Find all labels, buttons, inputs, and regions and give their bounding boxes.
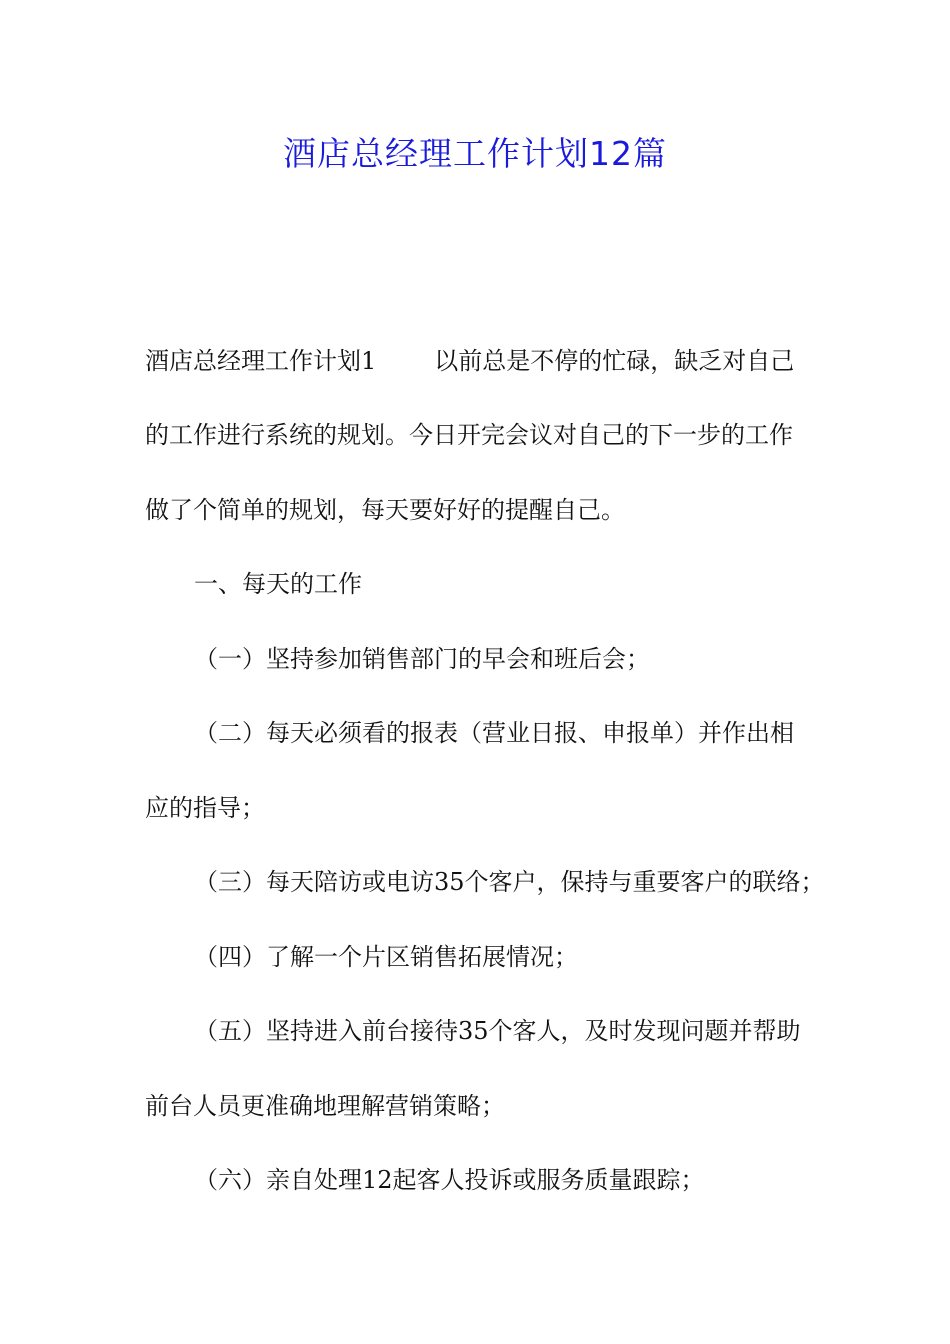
list-item: （五）坚持进入前台接待35个客人，及时发现问题并帮助 bbox=[194, 1017, 801, 1045]
paragraph-line-1 bbox=[145, 346, 794, 376]
document-title: 酒店总经理工作计划12篇 bbox=[283, 134, 667, 173]
list-item: （四）了解一个片区销售拓展情况； bbox=[194, 943, 578, 971]
list-heading: 一、每天的工作 bbox=[194, 570, 362, 598]
list-item: （一）坚持参加销售部门的早会和班后会； bbox=[194, 645, 650, 673]
list-item-continuation: 应的指导； bbox=[145, 794, 265, 822]
list-item: （六）亲自处理12起客人投诉或服务质量跟踪； bbox=[194, 1166, 705, 1194]
paragraph-line-2: 的工作进行系统的规划。今日开完会议对自己的下一步的工作 bbox=[145, 421, 793, 449]
section-heading: 酒店总经理工作计划1 bbox=[145, 347, 377, 375]
list-item: （二）每天必须看的报表（营业日报、申报单）并作出相 bbox=[194, 719, 794, 747]
paragraph-line-3: 做了个简单的规划，每天要好好的提醒自己。 bbox=[145, 496, 625, 524]
paragraph-text: 以前总是不停的忙碌，缺乏对自己 bbox=[434, 347, 795, 375]
list-item-continuation: 前台人员更准确地理解营销策略； bbox=[145, 1092, 505, 1120]
list-item: （三）每天陪访或电访35个客户，保持与重要客户的联络； bbox=[194, 868, 825, 896]
